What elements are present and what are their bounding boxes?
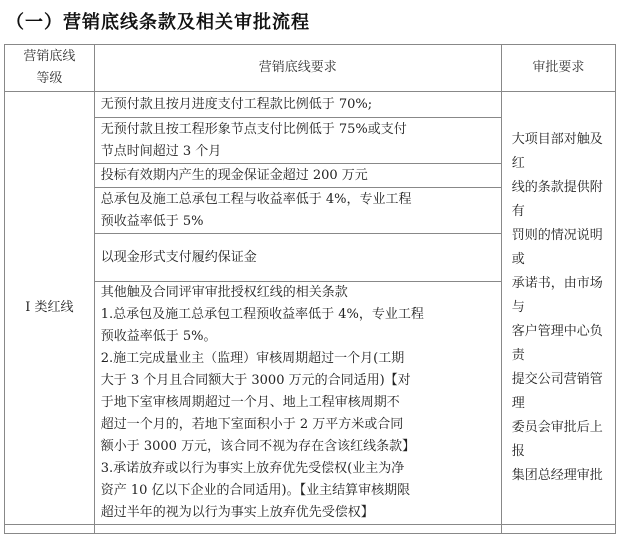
table-row-continued [5, 525, 616, 534]
approval-line: 线的条款提供附有 [511, 180, 603, 219]
header-approval: 审批要求 [501, 45, 615, 92]
requirement-line: 无预付款且按月进度支付工程款比例低于 70%; [100, 96, 373, 112]
approval-line: 罚则的情况说明或 [511, 228, 603, 267]
continued-cell [94, 525, 501, 534]
approval-line: 客户管理中心负责 [511, 324, 603, 363]
requirement-line: 以现金形式支付履约保证金 [100, 249, 257, 265]
requirement-line: 预收益率低于 5%。 [100, 329, 217, 344]
continued-cell [501, 525, 615, 534]
header-requirements: 营销底线要求 [94, 45, 501, 92]
header-level-line1: 营销底线 [23, 49, 76, 64]
requirement-line: 1.总承包及施工总承包工程预收益率低于 4%，专业工程 [100, 307, 424, 322]
table-row [5, 92, 616, 118]
requirement-line: 3.承诺放弃或以行为事实上放弃优先受偿权(业主为净 [100, 461, 405, 476]
approval-line: 委员会审批后上报 [511, 420, 603, 459]
requirement-cell [94, 234, 501, 282]
header-level-line2: 等级 [36, 71, 63, 86]
level-cell: I 类红线 [5, 92, 95, 525]
approval-line: 集团总经理审批 [511, 468, 603, 483]
requirement-line: 无预付款且按工程形象节点支付比例低于 75%或支付 [100, 121, 407, 137]
requirement-line: 资产 10 亿以下企业的合同适用)。【业主结算审核期限 [100, 483, 411, 498]
approval-line: 大项目部对触及红 [511, 132, 603, 171]
requirement-line: 超过一个月的，若地下室面积小于 2 万平方米或合同 [100, 417, 404, 432]
requirement-cell [94, 164, 501, 188]
approval-line: 提交公司营销管理 [511, 372, 603, 411]
requirement-line: 其他触及合同评审审批授权红线的相关条款 [100, 285, 348, 300]
requirement-line: 超过半年的视为以行为事实上放弃优先受偿权】 [100, 505, 374, 520]
header-level [5, 45, 95, 92]
approval-line: 承诺书，由市场与 [511, 276, 603, 315]
requirement-cell [94, 118, 501, 164]
requirement-line: 预收益率低于 5% [100, 213, 204, 229]
requirement-line: 额小于 3000 万元，该合同不视为存在含该红线条款】 [100, 439, 416, 454]
requirement-line: 投标有效期内产生的现金保证金超过 200 万元 [100, 167, 368, 183]
requirement-cell [94, 282, 501, 525]
table-header-row [5, 45, 616, 92]
requirement-line: 大于 3 个月且合同额大于 3000 万元的合同适用)【对 [100, 373, 411, 388]
requirement-line: 2.施工完成量业主（监理）审核周期超过一个月(工期 [100, 351, 405, 366]
section-heading: （一）营销底线条款及相关审批流程 [6, 12, 310, 33]
requirement-line: 节点时间超过 3 个月 [100, 143, 222, 159]
requirement-line: 于地下室审核周期超过一个月、地上工程审核周期不 [100, 395, 400, 410]
requirement-line: 总承包及施工总承包工程与收益率低于 4%，专业工程 [100, 191, 412, 207]
requirement-cell [94, 92, 501, 118]
requirement-cell [94, 188, 501, 234]
continued-cell [5, 525, 95, 534]
approval-cell [501, 92, 615, 525]
red-line-table [4, 44, 616, 534]
